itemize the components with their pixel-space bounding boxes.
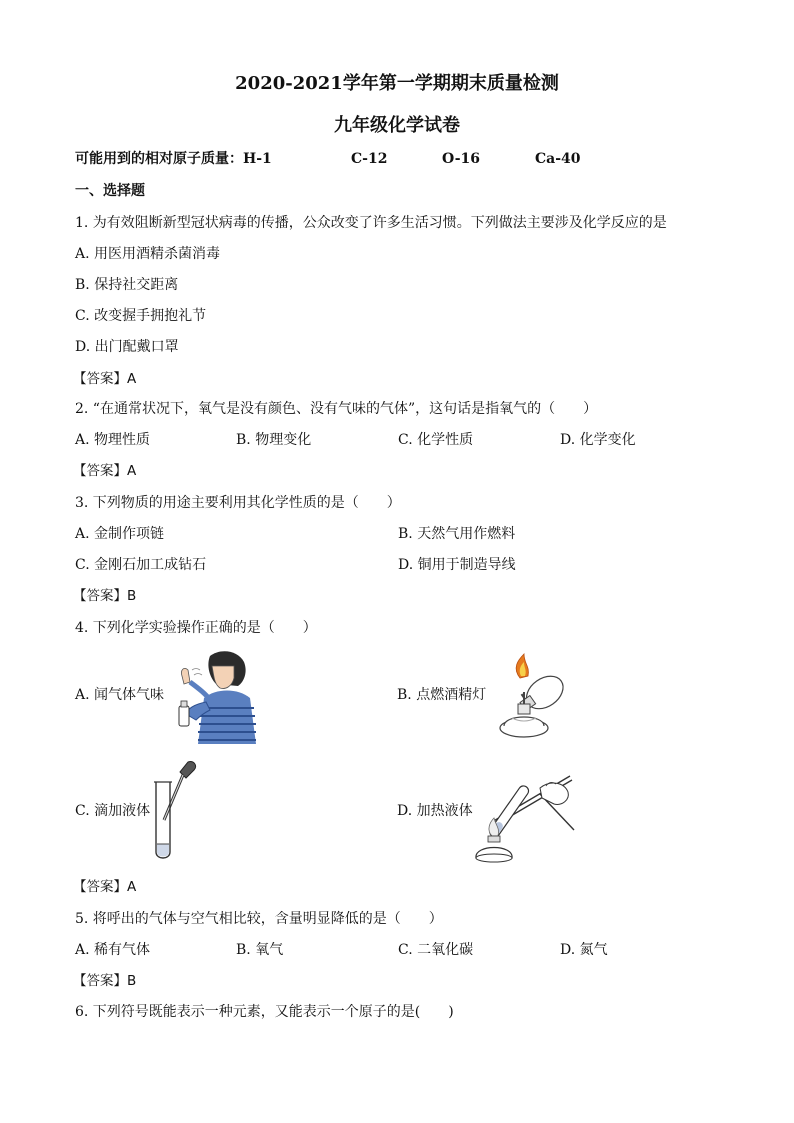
question-5-option-d: D. 氮气 bbox=[560, 942, 608, 958]
question-6-stem: 6. 下列符号既能表示一种元素，又能表示一个原子的是( ) bbox=[75, 1004, 454, 1020]
answer-label: 【答案】 bbox=[73, 371, 127, 387]
question-5-answer bbox=[73, 972, 136, 990]
question-2-option-a: A. 物理性质 bbox=[75, 432, 151, 448]
question-4-option-c: C. 滴加液体 bbox=[75, 803, 151, 819]
smelling-gas-illustration bbox=[176, 648, 258, 744]
question-2-answer bbox=[73, 462, 136, 480]
exam-subtitle: 九年级化学试卷 bbox=[334, 115, 460, 136]
question-5-option-b: B. 氧气 bbox=[236, 942, 284, 958]
question-4-stem: 4. 下列化学实验操作正确的是（ ） bbox=[75, 620, 317, 636]
answer-value: A bbox=[127, 463, 137, 479]
question-4-option-d: D. 加热液体 bbox=[397, 803, 473, 819]
heating-liquid-illustration bbox=[470, 764, 578, 864]
question-1-option-d: D. 出门配戴口罩 bbox=[75, 339, 179, 355]
answer-label: 【答案】 bbox=[73, 463, 127, 479]
atomic-masses-label: 可能用到的相对原子质量：H-1 bbox=[75, 151, 272, 167]
question-1-option-a: A. 用医用酒精杀菌消毒 bbox=[75, 246, 221, 262]
answer-label: 【答案】 bbox=[73, 588, 127, 604]
answer-label: 【答案】 bbox=[73, 973, 127, 989]
question-1-option-b: B. 保持社交距离 bbox=[75, 277, 179, 293]
question-2-stem: 2. “在通常状况下，氧气是没有颜色、没有气味的气体”，这句话是指氧气的（ ） bbox=[75, 401, 598, 417]
question-2-option-b: B. 物理变化 bbox=[236, 432, 312, 448]
atomic-mass-ca: Ca-40 bbox=[535, 151, 581, 167]
answer-value: B bbox=[127, 588, 137, 604]
question-3-option-a: A. 金制作项链 bbox=[75, 526, 165, 542]
answer-value: A bbox=[127, 371, 137, 387]
question-2-option-c: C. 化学性质 bbox=[398, 432, 474, 448]
question-4-option-b: B. 点燃酒精灯 bbox=[397, 687, 487, 703]
lighting-alcohol-lamp-illustration bbox=[490, 652, 575, 740]
question-2-option-d: D. 化学变化 bbox=[560, 432, 636, 448]
question-3-option-c: C. 金刚石加工成钻石 bbox=[75, 557, 207, 573]
question-3-stem: 3. 下列物质的用途主要利用其化学性质的是（ ） bbox=[75, 495, 401, 511]
question-1-option-c: C. 改变握手拥抱礼节 bbox=[75, 308, 207, 324]
question-5-option-a: A. 稀有气体 bbox=[75, 942, 151, 958]
answer-value: B bbox=[127, 973, 137, 989]
question-5-stem: 5. 将呼出的气体与空气相比较，含量明显降低的是（ ） bbox=[75, 911, 443, 927]
question-5-option-c: C. 二氧化碳 bbox=[398, 942, 474, 958]
answer-value: A bbox=[127, 879, 137, 895]
question-3-option-b: B. 天然气用作燃料 bbox=[398, 526, 516, 542]
question-1-stem: 1. 为有效阻断新型冠状病毒的传播，公众改变了许多生活习惯。下列做法主要涉及化学反应的是 bbox=[75, 215, 667, 231]
question-4-option-a: A. 闻气体气味 bbox=[75, 687, 165, 703]
atomic-mass-o: O-16 bbox=[442, 151, 481, 167]
adding-liquid-dropper-illustration bbox=[150, 760, 198, 862]
question-3-option-d: D. 铜用于制造导线 bbox=[398, 557, 516, 573]
section-heading: 一、选择题 bbox=[75, 183, 145, 199]
atomic-mass-c: C-12 bbox=[351, 151, 388, 167]
question-3-answer bbox=[73, 587, 136, 605]
answer-label: 【答案】 bbox=[73, 879, 127, 895]
question-4-answer bbox=[73, 878, 136, 896]
exam-title: 2020-2021学年第一学期期末质量检测 bbox=[235, 73, 559, 94]
question-1-answer bbox=[73, 370, 136, 388]
